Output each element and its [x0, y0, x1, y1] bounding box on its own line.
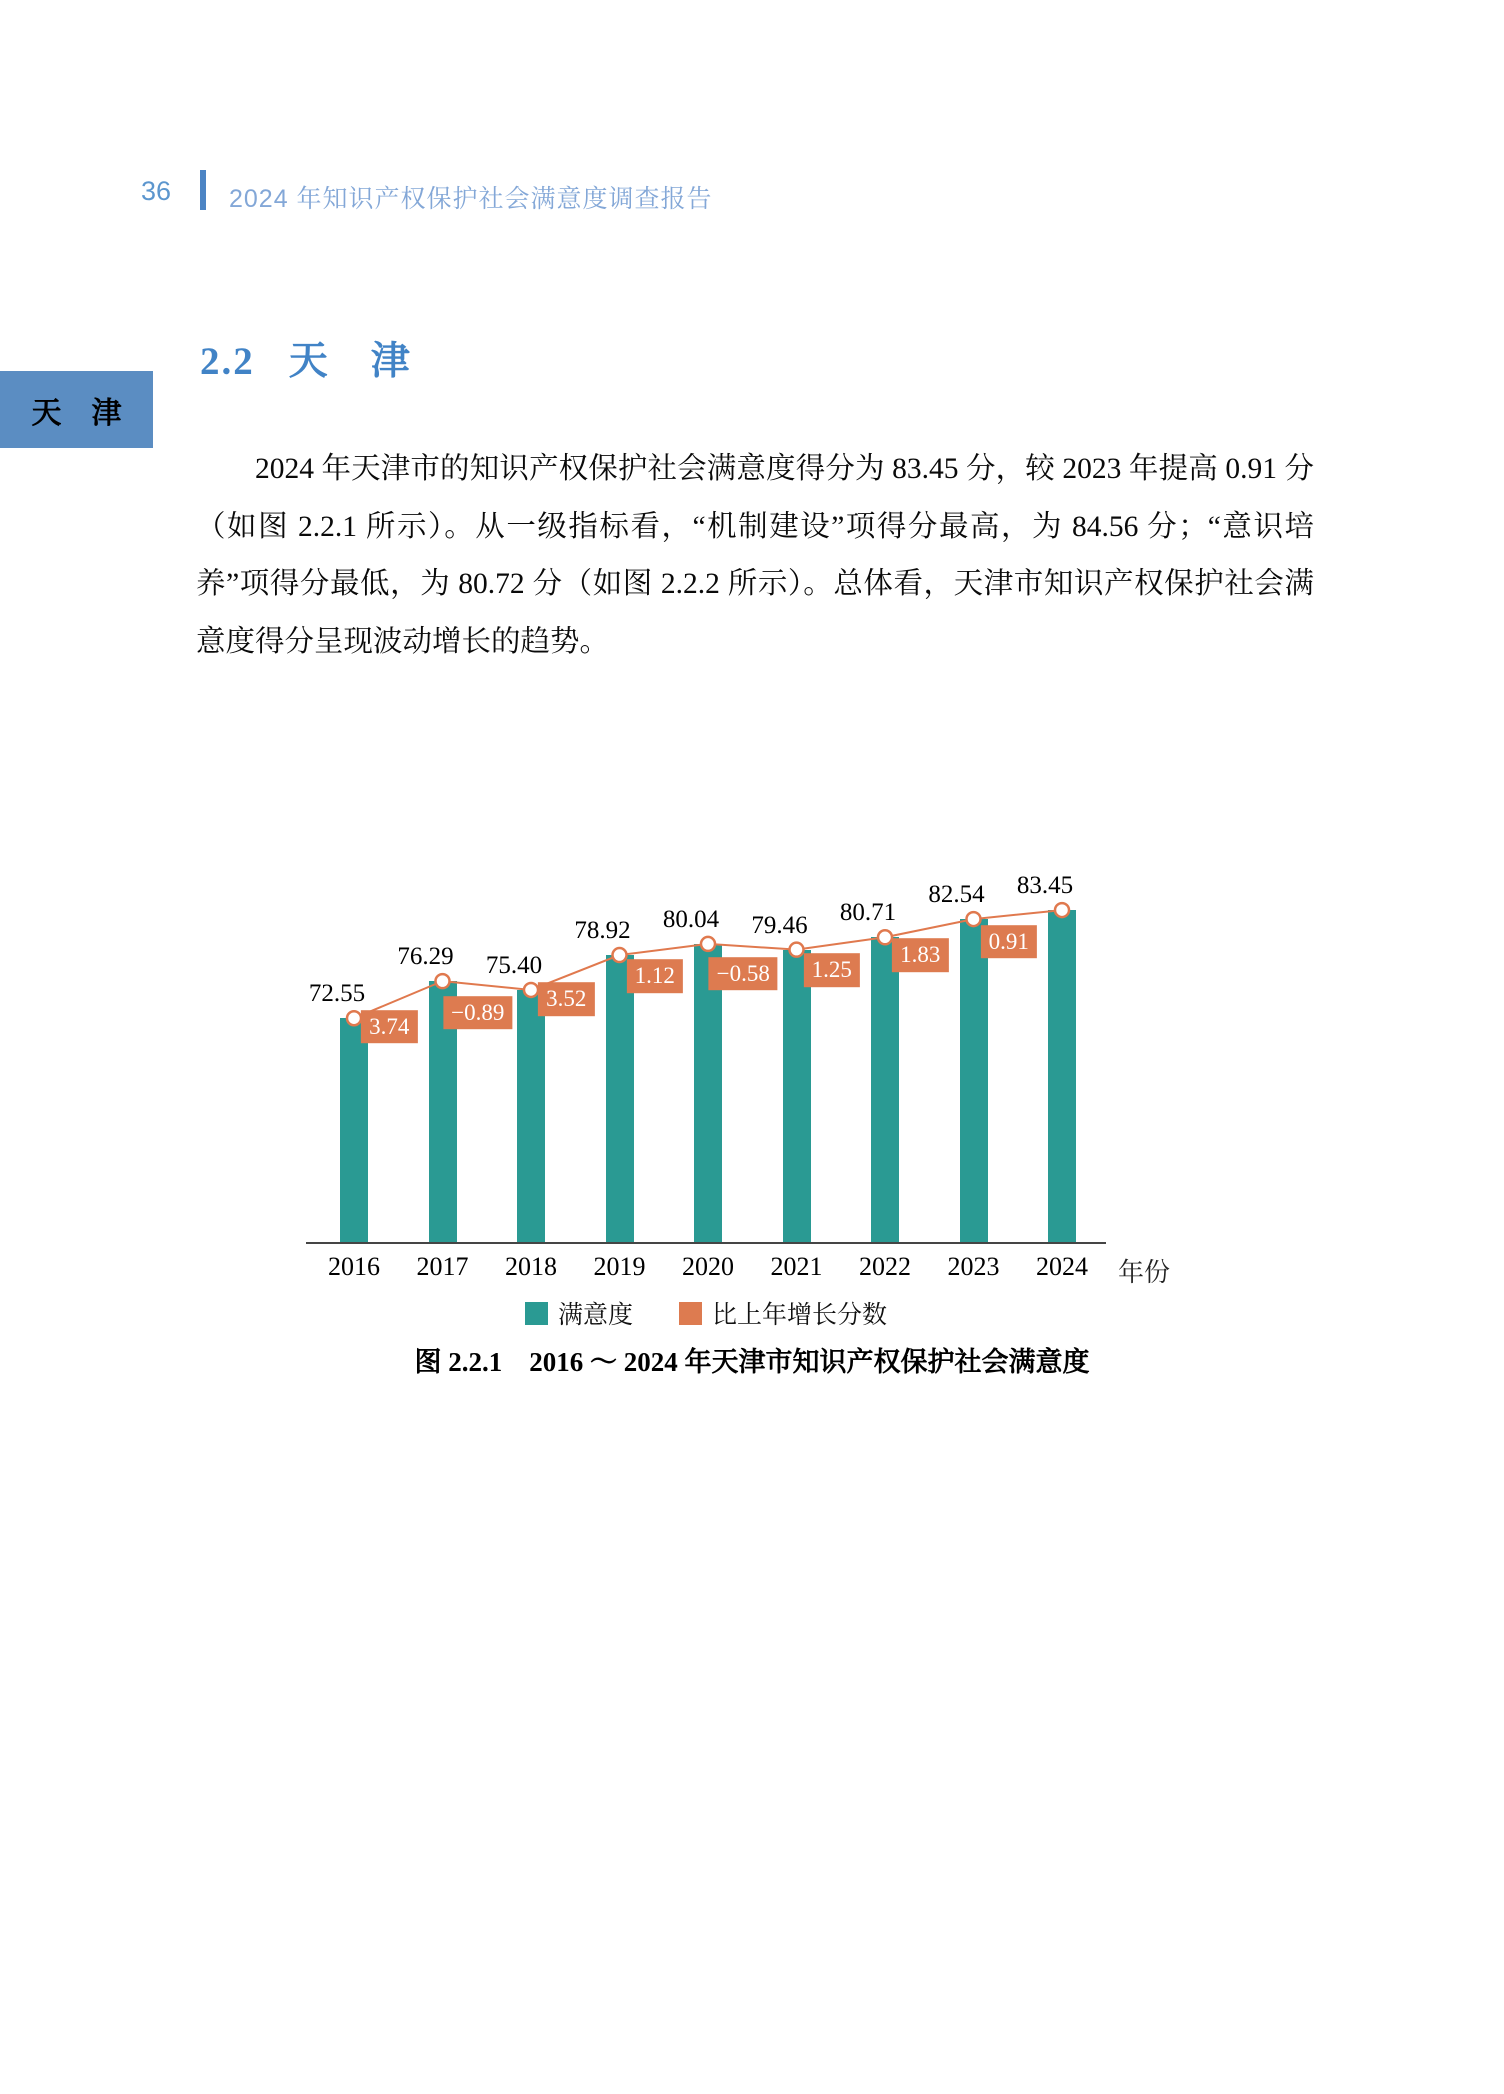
satisfaction-bar-2021	[783, 950, 811, 1242]
legend-label: 满意度	[557, 1302, 633, 1329]
side-tab-label: 天 津	[31, 396, 122, 430]
bar-value-label-2018: 75.40	[485, 951, 543, 979]
legend-item-satisfaction	[525, 1295, 633, 1331]
body-paragraph: 2024 年天津市的知识产权保护社会满意度得分为 83.45 分，较 2023 年提高 0.91 分（如图 2.2.1 所示）。从一级指标看，“机制建设”项得分最高，为 84.56 分；“意识培养”项得分最低，为 80.72 分（如图 2.2.2 所示）。总体看，天津市知识产权保护社会满意度得分呈现波动增长的趋势。	[196, 453, 1314, 658]
growth-badge-2022: 1.25	[804, 954, 860, 988]
bar-value-label-2023: 82.54	[928, 881, 985, 909]
chart-legend	[306, 1295, 1106, 1331]
x-tick-label-2021: 2021	[770, 1252, 823, 1281]
section-heading	[200, 330, 412, 386]
growth-badge-2024: 0.91	[981, 925, 1037, 959]
growth-badge-2017: 3.74	[361, 1010, 417, 1044]
growth-badge-2018: −0.89	[443, 996, 512, 1030]
figure-caption: 图 2.2.1 2016 ～ 2024 年天津市知识产权保护社会满意度	[414, 1347, 1090, 1377]
bar-value-label-2024: 83.45	[1016, 872, 1074, 900]
page-number: 36	[141, 176, 172, 206]
satisfaction-bar-2019	[606, 955, 634, 1242]
bar-value-label-2017: 76.29	[397, 943, 454, 971]
legend-swatch-icon	[679, 1302, 702, 1325]
x-tick-label-2019: 2019	[593, 1252, 646, 1281]
legend-swatch-icon	[525, 1302, 548, 1325]
section-number: 2.2	[200, 340, 255, 383]
growth-badge-2020: 1.12	[627, 960, 683, 994]
satisfaction-bar-2016	[340, 1018, 368, 1242]
header-report-title: 2024 年知识产权保护社会满意度调查报告	[229, 185, 713, 213]
x-tick-label-2020: 2020	[682, 1252, 734, 1281]
bar-value-label-2022: 80.71	[839, 899, 897, 927]
x-tick-label-2022: 2022	[859, 1252, 911, 1281]
bar-value-label-2016: 72.55	[308, 980, 366, 1008]
bar-value-label-2021: 79.46	[751, 911, 808, 939]
header-divider	[200, 170, 206, 210]
side-tab-tianjin	[0, 371, 153, 448]
legend-item-growth	[679, 1295, 887, 1331]
x-tick-label-2016: 2016	[328, 1252, 380, 1281]
x-tick-label-2024: 2024	[1036, 1252, 1088, 1281]
satisfaction-bar-2018	[517, 990, 545, 1242]
satisfaction-bar-2022	[871, 937, 899, 1242]
x-tick-label-2017: 2017	[416, 1252, 469, 1281]
x-tick-label-2018: 2018	[505, 1252, 557, 1281]
chart-plot-area	[306, 855, 1106, 1244]
x-tick-label-2023: 2023	[947, 1252, 1000, 1281]
x-axis-title: 年份	[1118, 1258, 1171, 1287]
growth-badge-2021: −0.58	[709, 957, 778, 991]
satisfaction-chart	[306, 855, 1246, 1335]
legend-label: 比上年增长分数	[712, 1302, 888, 1329]
growth-badge-2019: 3.52	[538, 983, 594, 1017]
satisfaction-bar-2024	[1048, 910, 1076, 1242]
section-title: 天 津	[288, 340, 412, 383]
growth-badge-2023: 1.83	[892, 938, 948, 972]
satisfaction-bar-2023	[960, 919, 988, 1242]
bar-value-label-2019: 78.92	[574, 917, 631, 945]
bar-value-label-2020: 80.04	[662, 905, 720, 933]
